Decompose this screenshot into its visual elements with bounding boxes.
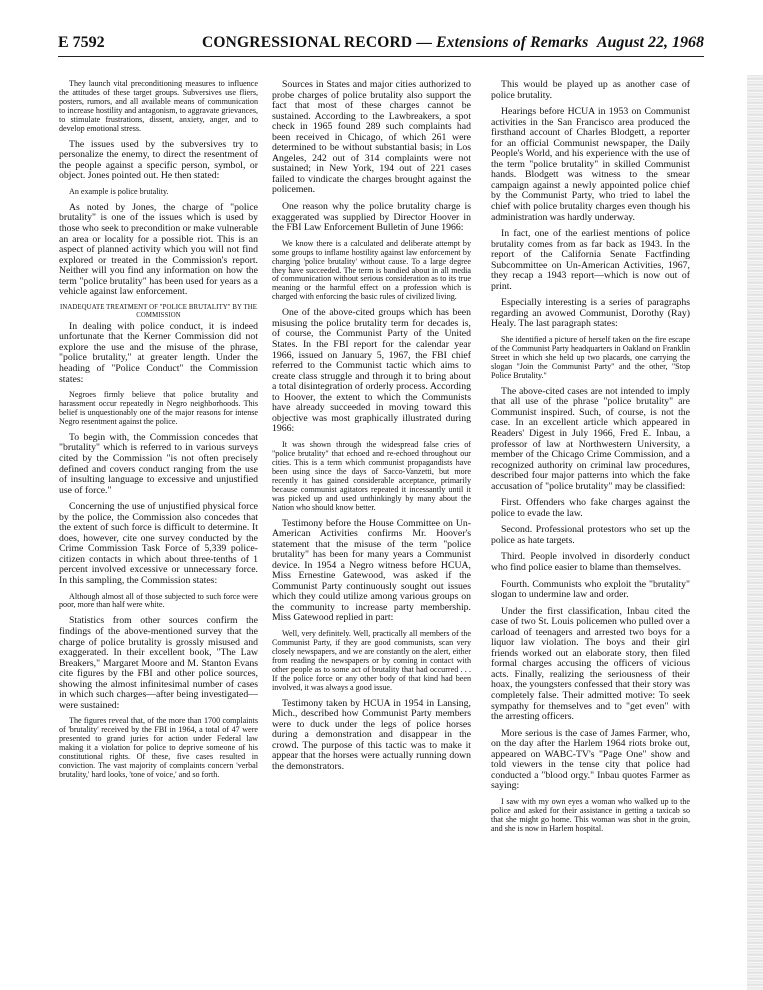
- paragraph: Testimony before the House Committee on Un-American Activities confirms Mr. Hoover's statement that the misuse of the term "police brutality" has been for many years a Communist device. In 1954 a Negro witness before HCUA, Miss Ernestine Gatewood, was asked if the Communist Party continuously sought out issues which they could utilize among various groups on the community to increase party membership. Miss Gatewood replied in part:: [272, 517, 471, 624]
- paragraph: The above-cited cases are not intended to imply that all use of the phrase "police brutality" are Communist inspired. Such, of course, is not the case. In an excellent article which appeared in Readers' Digest in July 1966, Fred E. Inbau, a professor of law at Northwestern University, a member of the Chicago Crime Commission, and a recognized authority on criminal law procedures, described four major patterns into which the fake accusation of "police brutality" may be classified:: [491, 385, 690, 492]
- block-quote: I saw with my own eyes a woman who walked up to the police and asked for their assistance in getting a taxicab so that she might go home. This woman was shot in the groin, and she is now in Harlem hospital.: [491, 796, 690, 833]
- paragraph: Testimony taken by HCUA in 1954 in Lansing, Mich., described how Communist Party members were to duck under the legs of police horses during a demonstration and disappear in the crowd. The purpose of this tactic was to make it appear that the horses were actually running down the demonstrators.: [272, 697, 471, 772]
- issue-date: August 22, 1968: [596, 34, 704, 51]
- block-quote: They launch vital preconditioning measures to influence the attitudes of these target groups. Subversives use fliers, posters, rumors, and all available means of communication to increase hostility and antagonism, to aggravate grievances, to stimulate frustrations, dissent, anxiety, anger, and to develop emotional stress.: [59, 80, 258, 133]
- paragraph: First. Offenders who fake charges against the police to evade the law.: [491, 497, 690, 519]
- text-column-3: [491, 80, 690, 960]
- block-quote: It was shown through the widespread false cries of "police brutality" that echoed and re-echoed throughout our cities. This is a term which communist propagandists have been using since the days of Sacco-Vanzetti, but more recently it has gained considerable acceptance, primarily because communist agitators repeated it incessantly until it was picked up and used unthinkingly by many about the Nation who should know better.: [272, 439, 471, 512]
- paragraph: More serious is the case of James Farmer, who, on the day after the Harlem 1964 riots broke out, appeared on WABC-TV's "Page One" show and told viewers in the tense city that police had conducted a "blood orgy." Inbau quotes Farmer as saying:: [491, 727, 690, 792]
- paragraph: The issues used by the subversives try to personalize the enemy, to direct the resentment of the people against a specific person, symbol, or object. Jones pointed out. He then stated:: [59, 138, 258, 182]
- paragraph: Under the first classification, Inbau cited the case of two St. Louis policemen who pulled over a carload of teenagers and arrested two boys for a liquor law violation. The boys and their girl friends worked out an elaborate story, then filed formal charges accusing the officers of vicious acts. Finally, realizing the seriousness of their hoax, the youngsters confessed that their story was completely false. Their admitted motive: To seek sympathy for themselves and to "get even" with the arresting officers.: [491, 605, 690, 723]
- paragraph: Especially interesting is a series of paragraphs regarding an avowed Communist, Dorothy (Ray) Healy. The last paragraph states:: [491, 297, 690, 330]
- paragraph: Fourth. Communists who exploit the "brutality" slogan to undermine law and order.: [491, 578, 690, 601]
- page-number: E 7592: [58, 34, 105, 51]
- publication-name: CONGRESSIONAL RECORD —: [202, 34, 433, 51]
- block-quote: An example is police brutality.: [69, 186, 169, 196]
- section-name: Extensions of Remarks: [436, 34, 589, 51]
- paragraph: To begin with, the Commission concedes that "brutality" which is referred to in various surveys cited by the Commission "is not often precisely defined and covers conduct ranging from the use of insulting language to excessive and unjustified use of force.": [59, 431, 258, 496]
- paragraph: One of the above-cited groups which has been misusing the police brutality term for decades is, of course, the Communist Party of the United States. In the FBI report for the calendar year 1966, issued on January 5, 1967, the FBI chief referred to the Communist tactic which aims to create class struggle and through it to bring about a total disintegration of orderly process. According to Hoover, the extent to which the Communists have already succeeded in moving toward this objective was most graphically illustrated during 1966:: [272, 307, 471, 435]
- header-rule: [58, 56, 704, 57]
- block-quote: We know there is a calculated and deliberate attempt by some groups to inflame hostility against law enforcement by charging 'police brutality' without cause. To a large degree they have succeeded. The term is bandied about in all media of communication without serious consideration as to its true meaning or the harmful effect on a profession which is charged with enforcing the basic rules of civilized living.: [272, 238, 471, 302]
- paragraph: In dealing with police conduct, it is indeed unfortunate that the Kerner Commission did not explore the use and the misuse of the phrase, "police brutality," at greater length. Under the heading of "Police Conduct" the Commission states:: [59, 320, 258, 385]
- block-quote: Although almost all of those subjected to such force were poor, more than half were white.: [59, 591, 258, 610]
- paragraph: Hearings before HCUA in 1953 on Communist activities in the San Francisco area produced the firsthand account of Charles Blodgett, a reporter for an official Communist newspaper, the Daily People's World, and his experience with the use of the term "police brutality" in skilled Communist hands. Blodgett was witness to the smear campaign against a newly appointed police chief by the Communist Party, who tried to label the chief with police brutality charges even though his administration was hardly underway.: [491, 106, 690, 223]
- paragraph: This would be played up as another case of police brutality.: [491, 80, 690, 101]
- text-column-2: [272, 80, 471, 960]
- block-quote: Well, very definitely. Well, practically all members of the Communist Party, if they are good communists, scan very closely newspapers, and we are constantly on the alert, either from reading the newspapers or by coming in contact with other people as to some act of brutality that had occurred . . . If the police force or any other body of that kind had been involved, it was always a good issue.: [272, 628, 471, 692]
- block-quote: The figures reveal that, of the more than 1700 complaints of 'brutality' received by the FBI in 1964, a total of 47 were presented to grand juries for action under Federal law making it a violation for police to deprive someone of his constitutional rights. Of these, five cases resulted in conviction. The vast majority of complaints concern 'verbal brutality,' hard looks, 'tone of voice,' and so forth.: [59, 716, 258, 780]
- paragraph: Concerning the use of unjustified physical force by the police, the Commission also concedes that the extent of such force is difficult to determine. It does, however, cite one survey conducted by the Crime Commission Task Force of 5,339 police-citizen contacts in which about three-tenths of 1 percent involved excessive or unnecessary force. In this sampling, the Commission states:: [59, 501, 258, 586]
- paragraph: Second. Professional protestors who set up the police as hate targets.: [491, 524, 690, 546]
- paragraph: Sources in States and major cities authorized to probe charges of police brutality also support the fact that most of these charges cannot be sustained. According to the Lawbreakers, a spot check in 1965 found 289 such complaints had been received in Chicago, of which 261 were determined to be without substantial basis; in Los Angeles, 242 out of 314 complaints were not sustained; in New York, 194 out of 221 cases failed to vindicate the charges brought against the policemen.: [272, 80, 471, 196]
- section-heading: INADEQUATE TREATMENT OF "POLICE BRUTALITY" BY THE COMMISSION: [60, 303, 257, 319]
- block-quote: She identified a picture of herself taken on the fire escape of the Communist Party headquarters in Oakland on Franklin Street in which she held up two placards, one carrying the slogan "Join the Communist Party" and the other, "Stop Police Brutality.": [491, 335, 690, 380]
- paragraph: In fact, one of the earliest mentions of police brutality comes from as far back as 1943. In the report of the California Senate Factfinding Subcommittee on Un-American Activities, 1967, they recap a 1943 report—which is now out of print.: [491, 228, 690, 292]
- paragraph: Third. People involved in disorderly conduct who find police easier to blame than themselves.: [491, 551, 690, 573]
- binding-edge: [747, 75, 763, 990]
- paragraph: Statistics from other sources confirm the findings of the above-mentioned survey that the charge of police brutality is grossly misused and exaggerated. In their excellent book, "The Law Breakers," Margaret Moore and M. Stanton Evans cite figures by the FBI and other police sources, showing the almost infinitesimal number of cases in which such charges—after being investigated—were sustained:: [59, 615, 258, 711]
- paragraph: One reason why the police brutality charge is exaggerated was supplied by Director Hoover in the FBI Law Enforcement Bulletin of June 1966:: [272, 201, 471, 234]
- block-quote: Negroes firmly believe that police brutality and harassment occur repeatedly in Negro neighborhoods. This belief is unquestionably one of the major reasons for intense Negro resentment against the police.: [59, 390, 258, 426]
- running-title: [202, 34, 588, 52]
- paragraph: As noted by Jones, the charge of "police brutality" is one of the issues which is used by those who seek to precondition or make vulnerable an area or locality for a possible riot. This is an aspect of planned activity which you will not find explored or treated in the Commission's report. Neither will you find any information on how the term "police brutality" has been used for years as a vehicle against law enforcement.: [59, 201, 258, 298]
- page-header: [58, 34, 704, 54]
- text-column-1: [59, 80, 258, 960]
